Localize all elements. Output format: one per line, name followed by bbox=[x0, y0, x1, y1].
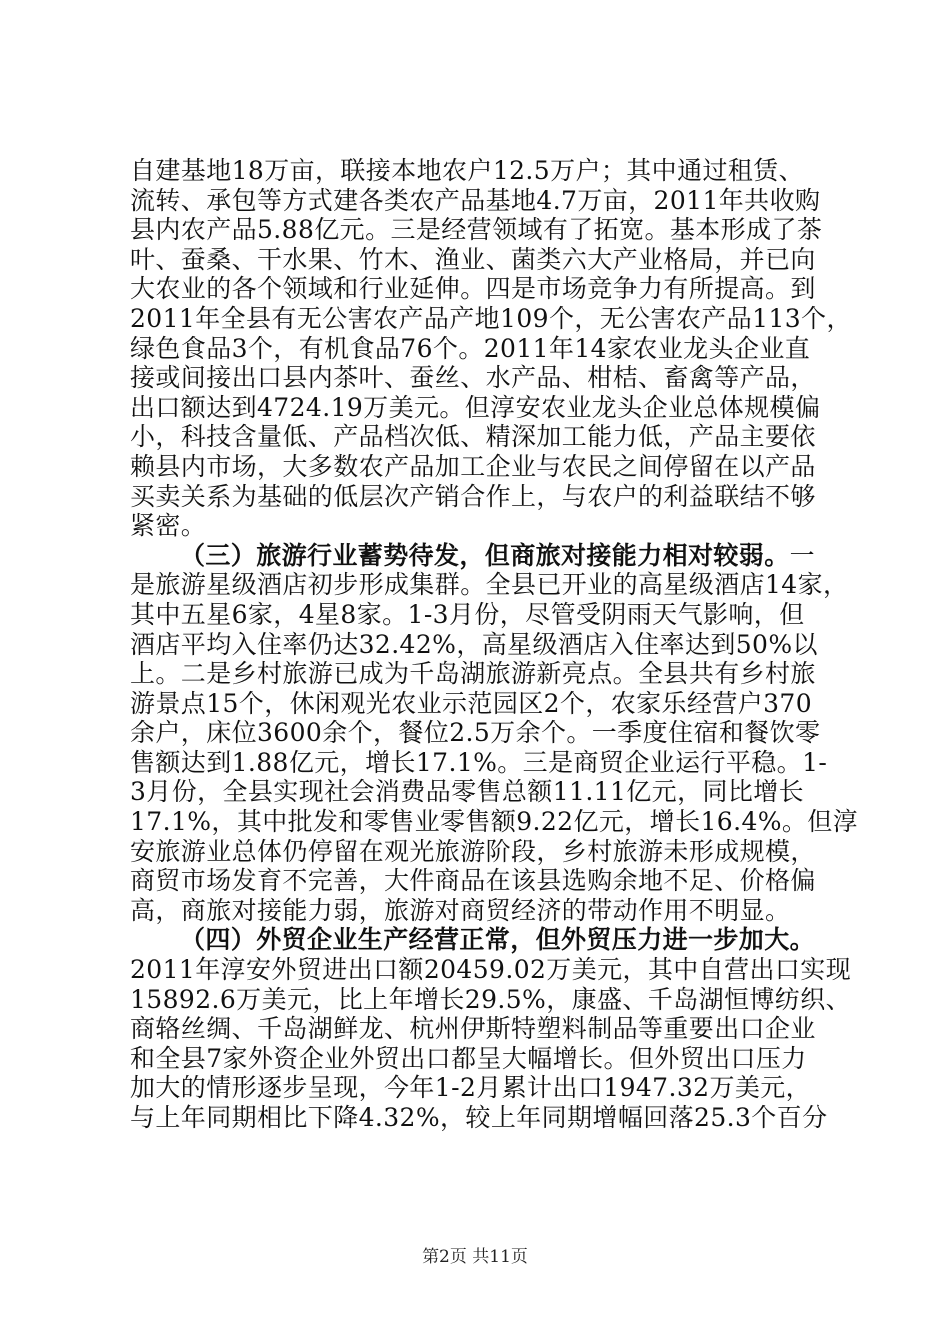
text-line: 2011年淳安外贸进出口额20459.02万美元，其中自营出口实现 bbox=[130, 955, 852, 985]
text-line: 大农业的各个领域和行业延伸。四是市场竞争力有所提高。到 bbox=[130, 274, 816, 304]
document-body bbox=[130, 156, 859, 1133]
page-number: 第2页 共11页 bbox=[422, 1247, 528, 1267]
text-fragment: 一 bbox=[789, 540, 816, 570]
text-line: 与上年同期相比下降4.32%，较上年同期增幅回落25.3个百分 bbox=[130, 1103, 828, 1132]
text-line: 小，科技含量低、产品档次低、精深加工能力低，产品主要依 bbox=[130, 422, 816, 452]
text-line: 余户，床位3600余个，餐位2.5万余个。一季度住宿和餐饮零 bbox=[130, 718, 821, 748]
text-line: 和全县7家外资企业外贸出口都呈大幅增长。但外贸出口压力 bbox=[130, 1043, 807, 1073]
text-line: 其中五星6家，4星8家。1-3月份，尽管受阴雨天气影响，但 bbox=[130, 599, 805, 629]
text-line: 接或间接出口县内茶叶、蚕丝、水产品、柑桔、畜禽等产品， bbox=[130, 363, 816, 393]
text-line: 高，商旅对接能力弱，旅游对商贸经济的带动作用不明显。 bbox=[130, 895, 791, 925]
text-line: 2011年全县有无公害农产品产地109个，无公害农产品113个， bbox=[130, 303, 852, 333]
text-line: 3月份，全县实现社会消费品零售总额11.11亿元，同比增长 bbox=[130, 777, 805, 807]
text-line: 17.1%，其中批发和零售业零售额9.22亿元，增长16.4%。但淳 bbox=[130, 807, 859, 837]
text-line: 绿色食品3个，有机食品76个。2011年14家农业龙头企业直 bbox=[130, 333, 811, 363]
text-line: 自建基地18万亩，联接本地农户12.5万户；其中通过租赁、 bbox=[130, 156, 805, 185]
section-heading-line bbox=[130, 925, 830, 955]
section-heading-line bbox=[130, 541, 830, 571]
text-line: 商辂丝绸、千岛湖鲜龙、杭州伊斯特塑料制品等重要出口企业 bbox=[130, 1014, 816, 1044]
text-line: 紧密。 bbox=[130, 511, 207, 541]
text-line: 酒店平均入住率仍达32.42%，高星级酒店入住率达到50%以 bbox=[130, 629, 818, 659]
section-heading: （四）外贸企业生产经营正常，但外贸压力进一步加大。 bbox=[180, 925, 816, 955]
text-line: 上。二是乡村旅游已成为千岛湖旅游新亮点。全县共有乡村旅 bbox=[130, 659, 816, 689]
text-line: 商贸市场发育不完善，大件商品在该县选购余地不足、价格偏 bbox=[130, 866, 816, 896]
section-heading: （三）旅游行业蓄势待发，但商旅对接能力相对较弱。 bbox=[180, 540, 790, 570]
text-line: 加大的情形逐步呈现，今年1-2月累计出口1947.32万美元， bbox=[130, 1073, 812, 1103]
text-line: 游景点15个，休闲观光农业示范园区2个，农家乐经营户370 bbox=[130, 688, 813, 718]
text-line: 安旅游业总体仍停留在观光旅游阶段，乡村旅游未形成规模， bbox=[130, 836, 816, 866]
text-line: 赖县内市场，大多数农产品加工企业与农民之间停留在以产品 bbox=[130, 451, 816, 481]
text-line: 15892.6万美元，比上年增长29.5%，康盛、千岛湖恒博纺织、 bbox=[130, 984, 852, 1014]
text-line: 叶、蚕桑、干水果、竹木、渔业、菌类六大产业格局，并已向 bbox=[130, 244, 816, 274]
text-line: 是旅游星级酒店初步形成集群。全县已开业的高星级酒店14家， bbox=[130, 570, 849, 600]
page-footer bbox=[0, 1242, 950, 1267]
text-line: 买卖关系为基础的低层次产销合作上，与农户的利益联结不够 bbox=[130, 481, 816, 511]
text-line: 流转、承包等方式建各类农产品基地4.7万亩，2011年共收购 bbox=[130, 185, 821, 215]
text-line: 出口额达到4724.19万美元。但淳安农业龙头企业总体规模偏 bbox=[130, 392, 821, 422]
text-line: 县内农产品5.88亿元。三是经营领域有了拓宽。基本形成了茶 bbox=[130, 215, 823, 245]
text-line: 售额达到1.88亿元，增长17.1%。三是商贸企业运行平稳。1- bbox=[130, 747, 828, 777]
